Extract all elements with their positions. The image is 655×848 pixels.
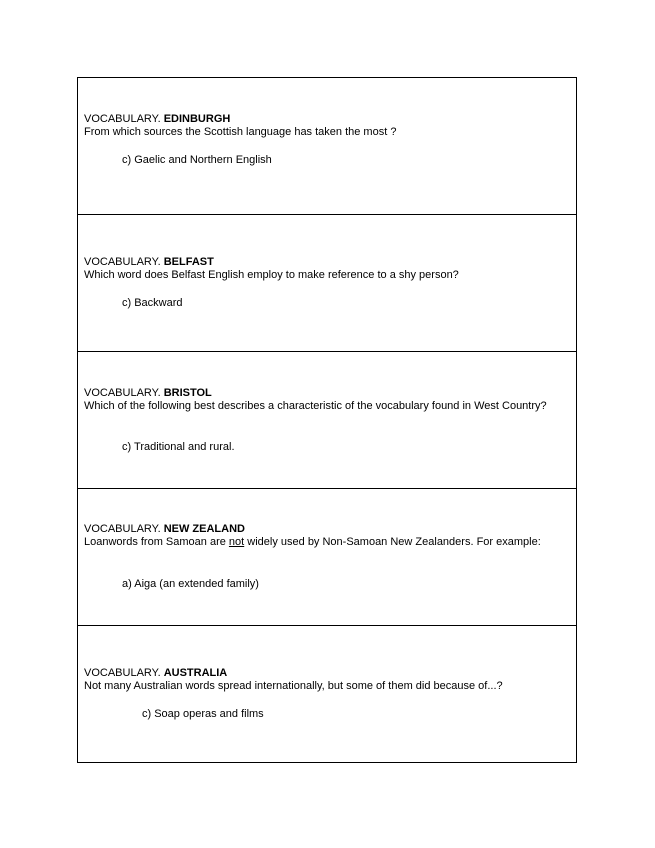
card-bristol [78,352,576,489]
card-answer: c) Gaelic and Northern English [122,154,272,166]
card-australia [78,626,576,762]
card-answer: c) Backward [122,297,183,309]
card-question [84,536,568,549]
heading-prefix: VOCABULARY. [84,113,161,125]
heading-prefix: VOCABULARY. [84,523,161,535]
heading-city: BELFAST [163,256,214,268]
heading-city: NEW ZEALAND [163,523,245,535]
card-heading [84,256,568,269]
question-part2: widely used by Non-Samoan New Zealanders. For example: [247,536,541,548]
card-heading [84,387,568,400]
card-answer: a) Aiga (an extended family) [122,578,259,590]
card-question: Which word does Belfast English employ to make reference to a shy person? [84,269,459,281]
card-heading [84,113,568,126]
heading-city: EDINBURGH [163,113,231,125]
card-question: From which sources the Scottish language has taken the most ? [84,126,397,138]
card-heading [84,523,568,536]
flashcard-table [77,77,577,763]
card-question: Not many Australian words spread internationally, but some of them did because of...? [84,680,503,692]
question-part1: Loanwords from Samoan are [84,536,226,548]
heading-city: AUSTRALIA [163,667,228,679]
card-new-zealand [78,489,576,626]
card-answer: c) Traditional and rural. [122,441,235,453]
card-edinburgh [78,78,576,215]
card-answer: c) Soap operas and films [142,708,264,720]
card-question: Which of the following best describes a characteristic of the vocabulary found in West Country? [84,400,547,412]
card-belfast [78,215,576,352]
heading-city: BRISTOL [163,387,212,399]
heading-prefix: VOCABULARY. [84,387,161,399]
heading-prefix: VOCABULARY. [84,256,161,268]
question-emphasis: not [228,536,245,548]
card-heading [84,667,568,680]
heading-prefix: VOCABULARY. [84,667,161,679]
